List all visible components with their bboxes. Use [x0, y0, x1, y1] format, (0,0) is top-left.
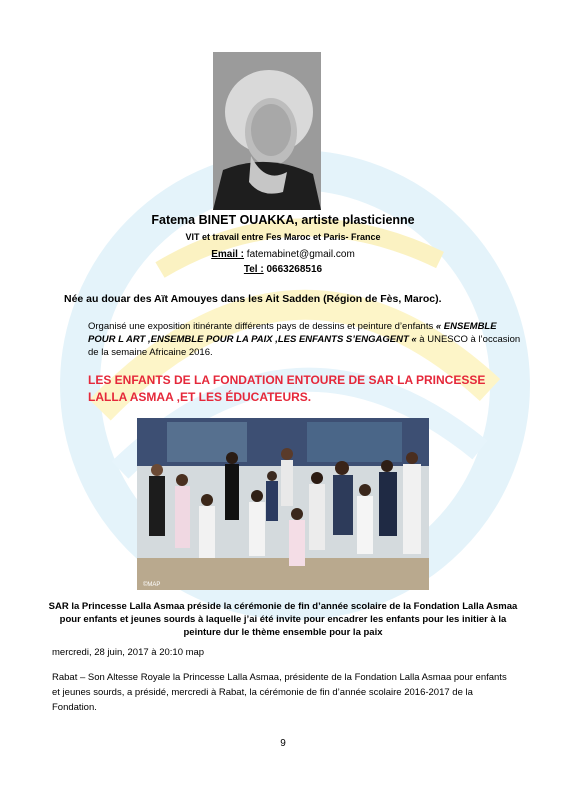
exhibition-text: [88, 320, 521, 359]
photo-credit: ©MAP: [143, 582, 161, 588]
event-group-photo: [137, 418, 429, 590]
exhibition-emphasis: « ENSEMBLE POUR L ART ,ENSEMBLE POUR LA PAIX ,LES ENFANTS S’ENGAGENT «: [88, 321, 497, 345]
email-line: [0, 249, 566, 260]
photo-caption: SAR la Princesse Lalla Asmaa préside la cérémonie de fin d’année scolaire de la Fondation Lalla Asmaa pour enfants et jeunes sourds à laquelle j’ai été invite pour encadrer les enfants pour les initier à la peinture dur le thème ensemble pour la paix: [48, 601, 518, 638]
article-dateline: mercredi, 28 juin, 2017 à 20:10 map: [52, 647, 205, 658]
exhibition-text-start: Organisé une exposition itinérante différents pays de dessins et peinture d’enfants: [88, 321, 436, 332]
birth-info: Née au douar des Aït Amouyes dans les Ait Sadden (Région de Fès, Maroc).: [64, 293, 442, 305]
artist-name: Fatema BINET OUAKKA, artiste plasticienne: [151, 213, 415, 227]
email-label: Email :: [211, 249, 245, 260]
foundation-heading-text: LES ENFANTS DE LA FONDATION ENTOURE DE SAR LA PRINCESSE LALLA ASMAA ,ET LES ÉDUCATEURS.: [88, 373, 486, 404]
article-body: Rabat – Son Altesse Royale la Princesse Lalla Asmaa, présidente de la Fondation Lalla Asmaa pour enfants et jeunes sourds, a présidé, mercredi à Rabat, la cérémonie de fin d’année scolaire 2016-2017 de la Fondation.: [52, 672, 507, 713]
bullet-glyph-icon: [66, 320, 76, 332]
email-value[interactable]: fatemabinet@gmail.com: [244, 249, 355, 260]
exhibition-bullet: [66, 320, 521, 359]
artist-location: VIT et travail entre Fes Maroc et Paris- France: [185, 232, 381, 242]
tel-line: [0, 264, 566, 275]
foundation-heading: [66, 372, 521, 406]
bullet-glyph-icon: [66, 372, 76, 384]
tel-label: Tel :: [243, 264, 264, 275]
tel-value: 0663268516: [263, 264, 323, 275]
artist-portrait-photo: [213, 52, 321, 210]
exhibition-text-end: à UNESCO à l’occasion de la semaine Africaine 2016.: [88, 334, 521, 358]
page-number: 9: [280, 738, 286, 749]
